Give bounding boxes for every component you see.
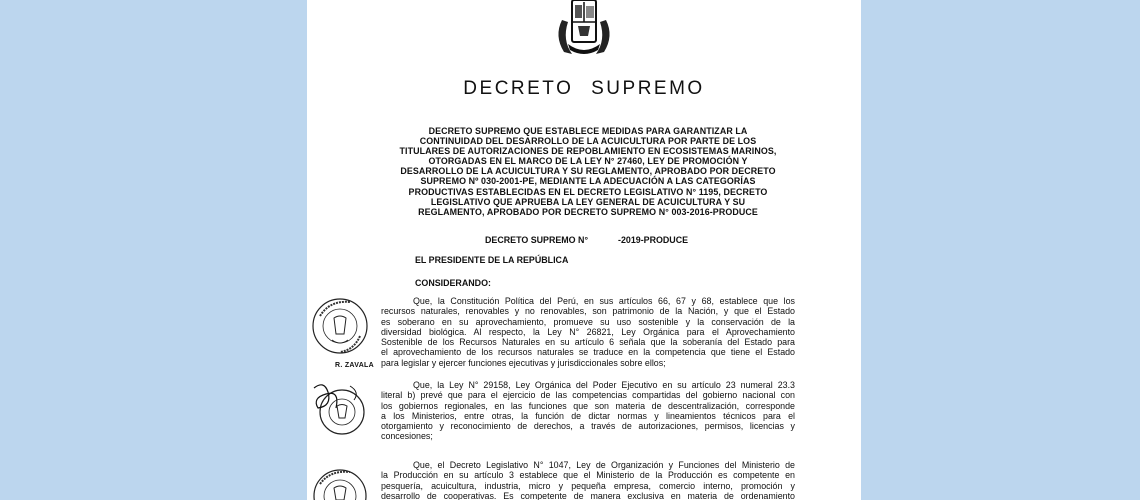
- ministry-seal-stamp-lower: [310, 466, 370, 500]
- heading-line: TITULARES DE AUTORIZACIONES DE REPOBLAMIENTO EN ECOSISTEMAS MARINOS,: [399, 146, 777, 157]
- paragraph-1: [381, 296, 795, 368]
- paragraph-line: Que, la Constitución Política del Perú, en sus artículos 66, 67 y 68, establece que los: [413, 296, 795, 306]
- heading-line: DESARROLLO DE LA ACUICULTURA Y SU REGLAMENTO, APROBADO POR DECRETO: [400, 166, 776, 177]
- decree-number-label: DECRETO SUPREMO N°: [485, 235, 588, 245]
- heading-line: OTORGADAS EN EL MARCO DE LA LEY N° 27460, LEY DE PROMOCIÓN Y: [428, 156, 748, 167]
- considerando-heading: CONSIDERANDO:: [415, 278, 491, 288]
- heading-line: PRODUCTIVAS ESTABLECIDAS EN EL DECRETO LEGISLATIVO N° 1195, DECRETO: [408, 186, 768, 197]
- coat-of-arms-crest: [548, 0, 620, 58]
- paragraph-line: recursos naturales, renovables y no renovables, son patrimonio de la Nación, y que el Estado: [381, 306, 795, 317]
- decree-number-suffix: -2019-PRODUCE: [618, 235, 689, 245]
- paragraph-line: Que, la Ley N° 29158, Ley Orgánica del Poder Ejecutivo en su artículo 23 numeral 23.3: [413, 380, 795, 390]
- ministry-seal-stamp: [310, 296, 370, 356]
- paragraph-line: concesiones;: [381, 431, 433, 442]
- heading-line: REGLAMENTO, APROBADO POR DECRETO SUPREMO N° 003-2016-PRODUCE: [418, 206, 758, 217]
- paragraph-line: es soberano en su aprovechamiento, promueve su uso sostenible y la conservación de la: [381, 316, 795, 327]
- paragraph-line: desarrollo de cooperativas. Es competente de manera exclusiva en materia de ordenamiento: [381, 490, 795, 500]
- president-line: EL PRESIDENTE DE LA REPÚBLICA: [415, 255, 569, 265]
- seal-signatory-name: R. ZAVALA: [335, 362, 374, 369]
- paragraph-line: el aprovechamiento de los recursos naturales se traduce en la competencia que tiene el Estado: [381, 347, 795, 358]
- decree-number: [485, 235, 688, 245]
- decree-heading: [391, 126, 785, 217]
- paragraph-line: para legislar y ejercer funciones ejecutivas y jurisdiccionales sobre ellos;: [381, 357, 666, 368]
- paragraph-2: [381, 380, 795, 442]
- paragraph-line: a los Ministerios, entre otras, la función de dictar normas y lineamientos técnicos para el: [381, 410, 795, 421]
- ministry-seal-stamp-signed: [310, 378, 370, 438]
- heading-line: CONTINUIDAD DEL DESARROLLO DE LA ACUICULTURA POR PARTE DE LOS: [419, 136, 757, 147]
- heading-line: DECRETO SUPREMO QUE ESTABLECE MEDIDAS PARA GARANTIZAR LA: [428, 126, 748, 136]
- paragraph-line: la Producción en su artículo 3 establece que el Ministerio de la Producción es competente en: [381, 470, 795, 481]
- document-title: DECRETO SUPREMO: [463, 78, 705, 99]
- paragraph-line: Sostenible de los Recursos Naturales en su artículo 6 señala que la soberanía del Estado para: [381, 337, 795, 348]
- paragraph-line: pesquería, acuicultura, industria, micro y pequeña empresa, comercio interno, promoción y: [381, 480, 795, 491]
- paragraph-line: Que, el Decreto Legislativo N° 1047, Ley de Organización y Funciones del Ministerio de: [413, 460, 795, 470]
- heading-line: LEGISLATIVO QUE APRUEBA LA LEY GENERAL DE ACUICULTURA Y SU: [430, 196, 746, 207]
- document-page: [307, 0, 861, 500]
- paragraph-line: diversidad biológica. Al respecto, la Ley N° 26821, Ley Orgánica para el Aprovechamiento: [381, 326, 795, 337]
- heading-line: SUPREMO Nº 030-2001-PE, MEDIANTE LA ADECUACIÓN A LAS CATEGORÍAS: [420, 176, 756, 187]
- paragraph-line: literal b) prevé que para el ejercicio de las competencias compartidas del gobierno nacional con: [381, 390, 795, 401]
- paragraph-3: [381, 460, 795, 500]
- paragraph-line: otorgamiento y reconocimiento de derechos, a través de autorizaciones, permisos, licencias y: [381, 421, 795, 432]
- paragraph-line: los gobiernos regionales, en las funciones que son materia de descentralización, corresponde: [381, 400, 795, 411]
